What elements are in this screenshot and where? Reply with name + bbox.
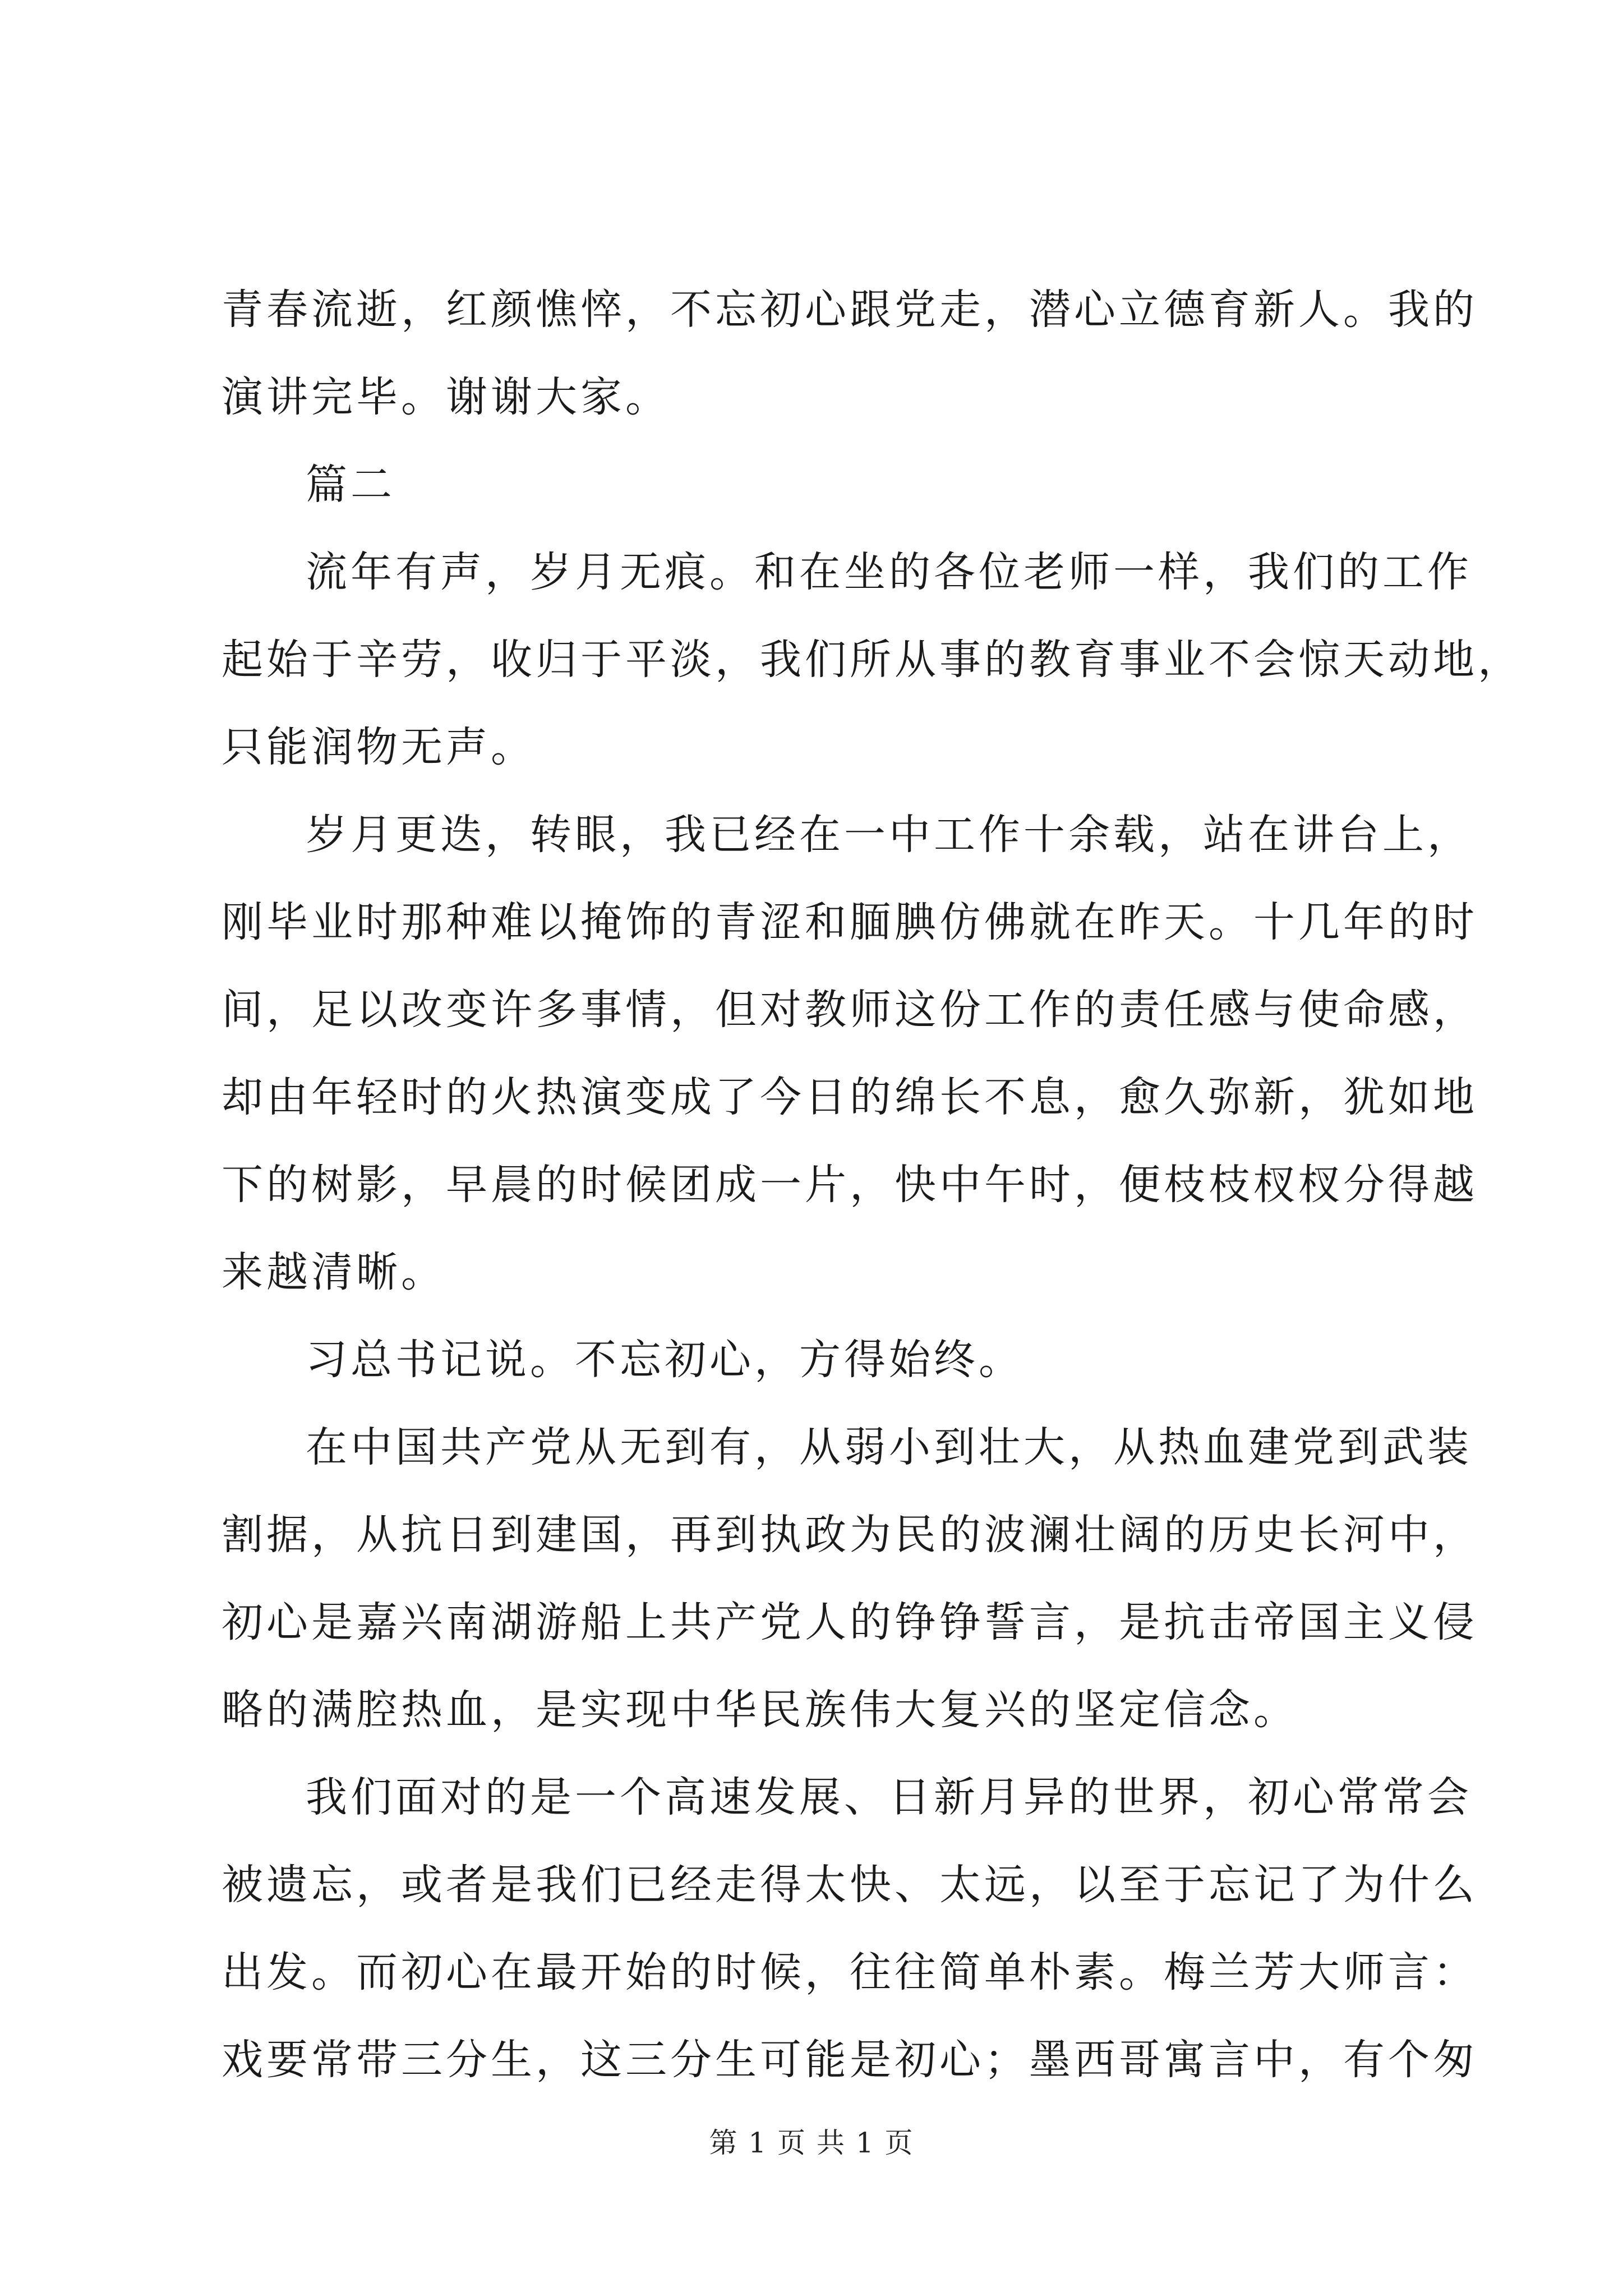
text-line-17: 略的满腔热血，是实现中华民族伟大复兴的坚定信念。 (222, 1686, 1298, 1734)
text-line-5: 起始于辛劳，收归于平淡，我们所从事的教育事业不会惊天动地， (222, 636, 1523, 684)
text-line-7: 岁月更迭，转眼，我已经在一中工作十余载，站在讲台上， (306, 811, 1472, 859)
text-line-12: 来越清晰。 (222, 1248, 446, 1296)
text-line-20: 出发。而初心在最开始的时候，往往简单朴素。梅兰芳大师言： (222, 1948, 1478, 1996)
text-line-1: 青春流逝，红颜憔悴，不忘初心跟党走，潜心立德育新人。我的 (222, 286, 1478, 334)
text-line-15: 割据，从抗日到建国，再到执政为民的波澜壮阔的历史长河中， (222, 1511, 1478, 1559)
text-line-14: 在中国共产党从无到有，从弱小到壮大，从热血建党到武装 (306, 1423, 1472, 1471)
text-line-19: 被遗忘，或者是我们已经走得太快、太远，以至于忘记了为什么 (222, 1861, 1478, 1909)
text-line-16: 初心是嘉兴南湖游船上共产党人的铮铮誓言，是抗击帝国主义侵 (222, 1598, 1478, 1646)
text-line-18: 我们面对的是一个高速发展、日新月异的世界，初心常常会 (306, 1773, 1472, 1821)
section-heading: 篇二 (306, 461, 395, 509)
text-line-4: 流年有声，岁月无痕。和在坐的各位老师一样，我们的工作 (306, 548, 1472, 596)
text-line-13: 习总书记说。不忘初心，方得始终。 (306, 1336, 1023, 1384)
text-line-11: 下的树影，早晨的时候团成一片，快中午时，便枝枝杈杈分得越 (222, 1161, 1478, 1209)
text-line-10: 却由年轻时的火热演变成了今日的绵长不息，愈久弥新，犹如地 (222, 1073, 1478, 1121)
text-line-2: 演讲完毕。谢谢大家。 (222, 373, 670, 421)
text-line-9: 间，足以改变许多事情，但对教师这份工作的责任感与使命感， (222, 986, 1478, 1034)
text-line-8: 刚毕业时那种难以掩饰的青涩和腼腆仿佛就在昨天。十几年的时 (222, 898, 1478, 946)
page-footer: 第 1 页 共 1 页 (709, 2127, 914, 2159)
text-line-21: 戏要常带三分生，这三分生可能是初心；墨西哥寓言中，有个匆 (222, 2036, 1478, 2084)
text-line-6: 只能润物无声。 (222, 723, 536, 771)
